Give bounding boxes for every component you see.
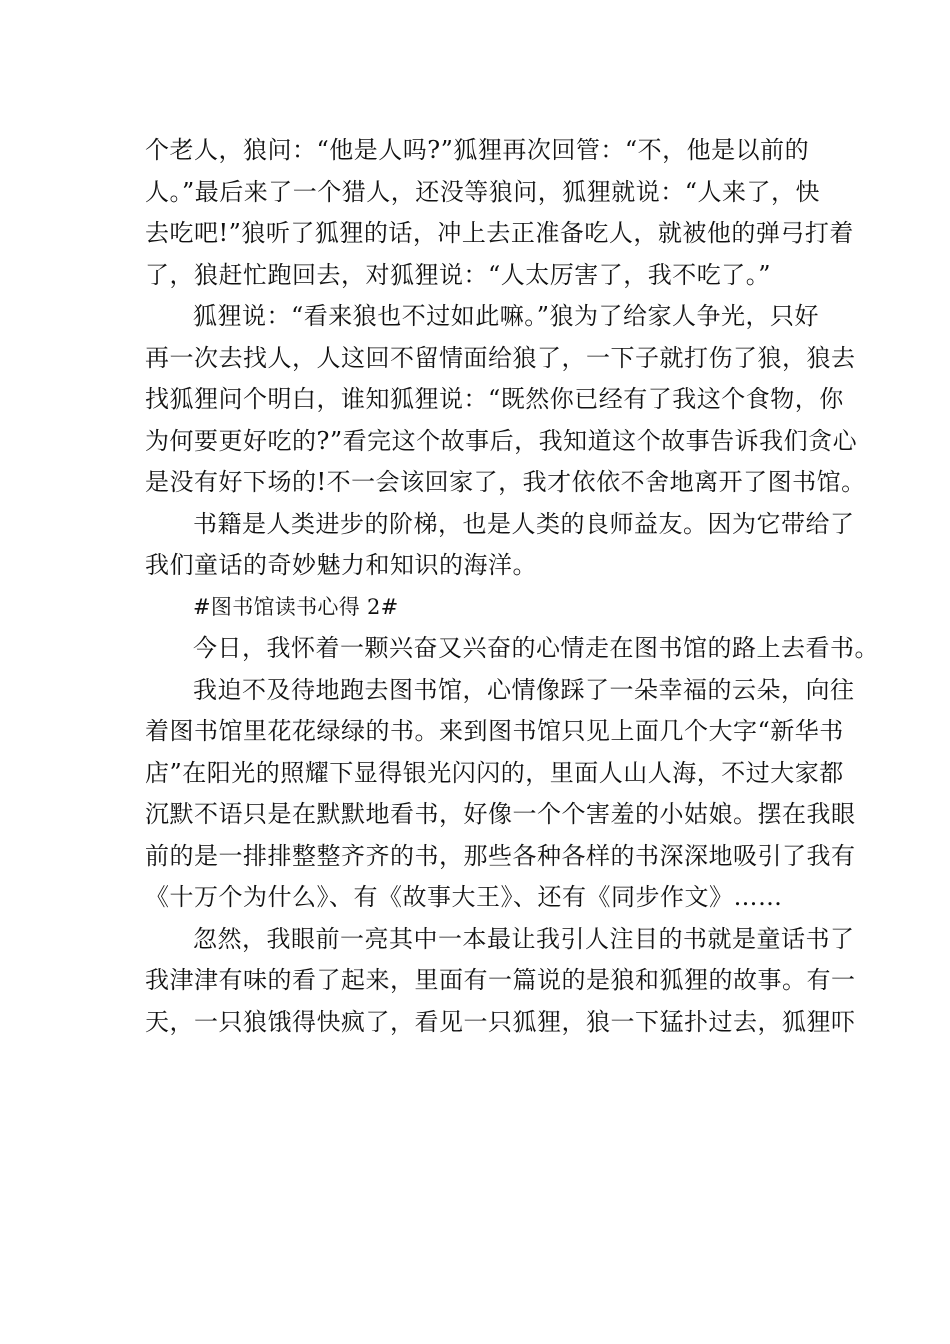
text-line: 着图书馆里花花绿绿的书。来到图书馆只见上面几个大字“新华书 — [145, 717, 844, 745]
document-page — [145, 130, 879, 1043]
paragraph-library-visit — [145, 670, 856, 919]
text-line: 前的是一排排整整齐齐的书，那些各种各样的书深深地吸引了我有 — [145, 841, 856, 870]
text-line: 我津津有味的看了起来，里面有一篇说的是狼和狐狸的故事。有一 — [145, 966, 856, 994]
text-line: 我迫不及待地跑去图书馆，心情像踩了一朵幸福的云朵，向往 — [193, 675, 855, 704]
text-line: 店”在阳光的照耀下显得银光闪闪的，里面人山人海，不过大家都 — [145, 758, 844, 787]
text-line: 是没有好下场的!不一会该回家了，我才依依不舍地离开了图书馆。 — [145, 468, 866, 496]
paragraph-wolf-fox-ending — [145, 130, 854, 296]
text-line: 人。”最后来了一个猎人，还没等狼问，狐狸就说：“人来了，快 — [145, 177, 821, 206]
text-line: 狐狸说：“看来狼也不过如此嘛。”狼为了给家人争光，只好 — [193, 302, 820, 330]
text-line: 忽然，我眼前一亮其中一本最让我引人注目的书就是童话书了 — [193, 924, 855, 953]
text-line: 找狐狸问个明白，谁知狐狸说：“既然你已经有了我这个食物，你 — [145, 385, 844, 413]
paragraph-books-ladder — [145, 504, 855, 587]
text-line: 书籍是人类进步的阶梯，也是人类的良师益友。因为它带给了 — [193, 509, 855, 538]
text-line: 天，一只狼饿得快疯了，看见一只狐狸，狼一下猛扑过去，狐狸吓 — [145, 1007, 856, 1036]
text-line: 去吃吧!”狼听了狐狸的话，冲上去正准备吃人，就被他的弹弓打着 — [145, 219, 854, 247]
text-line: 为何要更好吃的?”看完这个故事后，我知道这个故事告诉我们贪心 — [145, 426, 858, 455]
text-line: 了，狼赶忙跑回去，对狐狸说：“人太厉害了，我不吃了。” — [145, 260, 772, 289]
text-line: 再一次去找人，人这回不留情面给狼了，一下子就打伤了狼，狼去 — [145, 343, 856, 372]
text-line: 个老人，狼问：“他是人吗?”狐狸再次回管：“不，他是以前的 — [145, 136, 810, 164]
section-heading: #图书馆读书心得 2# — [193, 594, 399, 619]
text-line: 沉默不语只是在默默地看书，好像一个个害羞的小姑娘。摆在我眼 — [145, 800, 856, 828]
paragraph-today — [145, 628, 879, 670]
paragraph-fox-reply — [145, 296, 866, 504]
text-line: 《十万个为什么》、有《故事大王》、还有《同步作文》…… — [145, 883, 783, 911]
text-line: 我们童话的奇妙魅力和知识的海洋。 — [145, 551, 537, 579]
paragraph-fairy-tale — [145, 919, 856, 1044]
text-line: 今日，我怀着一颗兴奋又兴奋的心情走在图书馆的路上去看书。 — [193, 634, 879, 662]
